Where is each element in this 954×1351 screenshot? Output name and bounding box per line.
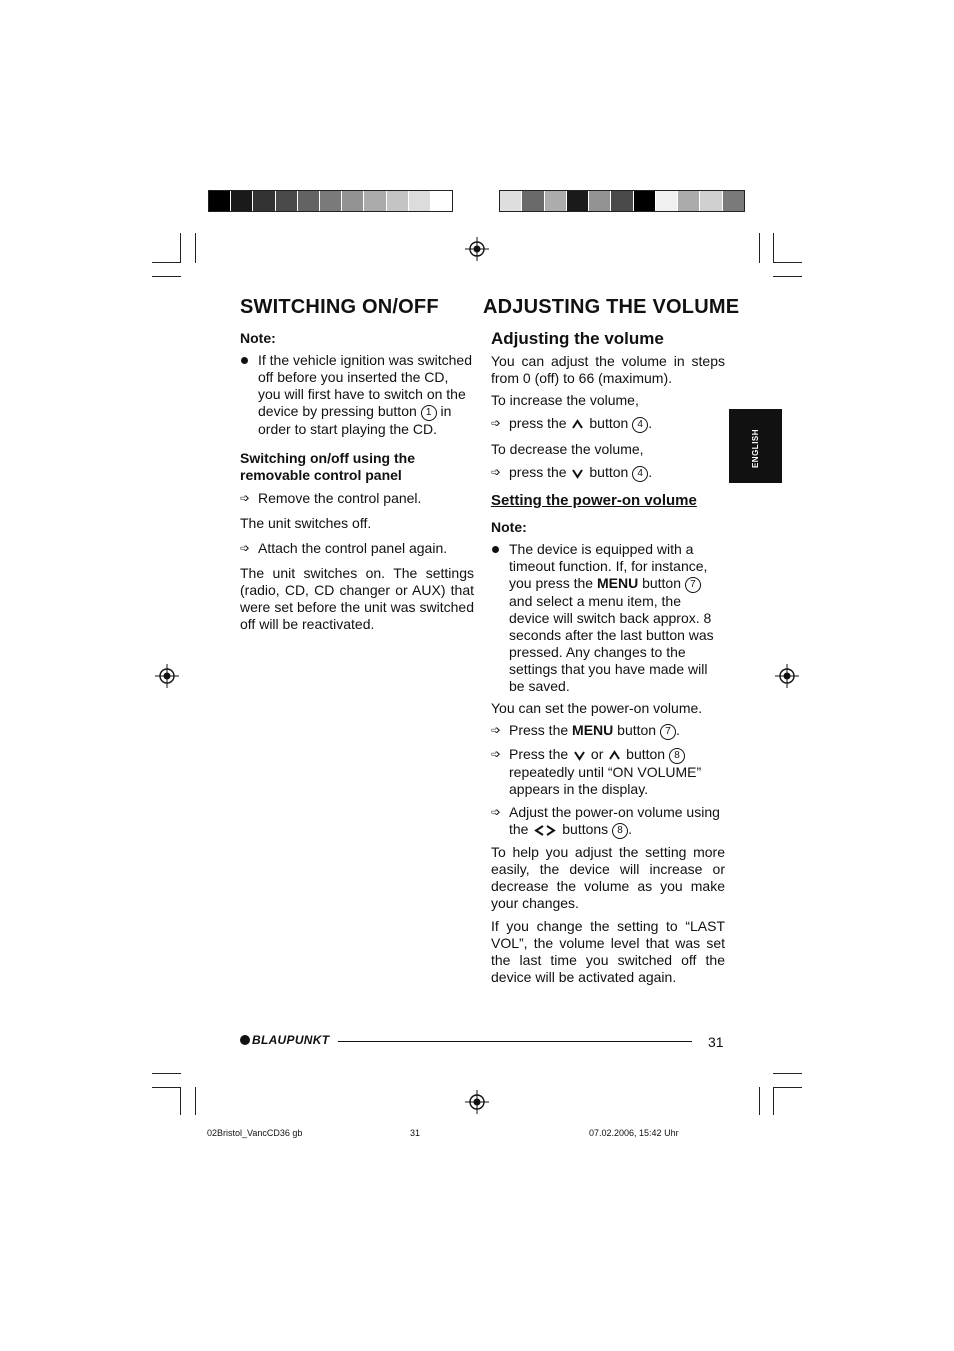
note-label: Note:: [491, 519, 527, 535]
paragraph: To help you adjust the setting more easily, the device will increase or decrease the volume as you make your changes.: [491, 844, 725, 911]
result-text: The unit switches on. The settings (radio, CD, CD changer or AUX) that were set before the unit was switched off will be reactivated.: [240, 565, 474, 632]
brand-name: BLAUPUNKT: [252, 1033, 330, 1047]
decrease-label: To decrease the volume,: [491, 441, 644, 457]
button-number-badge: 7: [660, 724, 676, 740]
crop-mark: [195, 233, 196, 263]
print-timestamp: 07.02.2006, 15:42 Uhr: [589, 1128, 679, 1138]
button-number-badge: 1: [421, 405, 437, 421]
chevron-down-icon: [574, 750, 585, 761]
step-text: Adjust the power-on volume using the: [509, 804, 720, 837]
crop-mark: [152, 276, 181, 277]
color-swatch: [298, 191, 320, 211]
step-text: Press the: [509, 722, 569, 738]
arrow-step-icon: ➩: [491, 416, 502, 430]
note-text: If the vehicle ignition was switched off before you inserted the CD, you will first have to switch on the device by pressing button: [258, 352, 472, 419]
color-swatch: [231, 191, 253, 211]
color-swatch: [589, 191, 611, 211]
list-item: ➩ Adjust the power-on volume using the buttons 8 .: [491, 804, 720, 837]
print-file-name: 02Bristol_VancCD36 gb: [207, 1128, 303, 1138]
list-item: ➩ press the button 4 .: [491, 415, 653, 431]
color-swatch: [431, 191, 452, 211]
menu-label: MENU: [596, 575, 639, 591]
arrow-step-icon: ➩: [491, 747, 502, 761]
chevron-left-right-icon: [534, 825, 556, 836]
color-swatch: [387, 191, 409, 211]
button-number-badge: 4: [632, 466, 648, 482]
language-tab-label: ENGLISH: [751, 428, 760, 469]
color-swatch: [253, 191, 275, 211]
logo-dot-icon: [240, 1035, 250, 1045]
chevron-up-icon: [609, 750, 620, 761]
color-swatch: [522, 191, 544, 211]
crop-mark: [773, 262, 802, 263]
color-swatch: [342, 191, 364, 211]
brand-logo: [240, 1033, 329, 1047]
sub-heading: Switching on/off using the removable control panel: [240, 450, 415, 483]
step-text: Remove the control panel.: [258, 490, 422, 506]
step-text: button: [589, 415, 629, 431]
color-swatch: [656, 191, 678, 211]
footer-rule: [338, 1041, 692, 1042]
arrow-step-icon: ➩: [240, 541, 251, 555]
list-item: [491, 746, 725, 798]
step-text: button: [617, 722, 657, 738]
button-number-badge: 7: [685, 577, 701, 593]
chevron-up-icon: [572, 419, 583, 430]
chevron-down-icon: [572, 468, 583, 479]
list-item: ➩ press the button 4 .: [491, 464, 653, 480]
color-swatch: [500, 191, 522, 211]
color-swatch: [545, 191, 567, 211]
crop-mark: [773, 276, 802, 277]
crop-mark: [152, 1073, 181, 1074]
print-sheet-number: 31: [410, 1128, 421, 1138]
section-title: Adjusting the volume: [491, 329, 664, 348]
crop-mark: [773, 1073, 802, 1074]
arrow-step-icon: ➩: [491, 723, 502, 737]
crop-mark: [759, 1087, 760, 1115]
page-heading-right: ADJUSTING THE VOLUME: [483, 296, 740, 318]
note-text: The device is equipped with a timeout function. If, for instance, you press the: [509, 541, 708, 591]
color-swatch: [700, 191, 722, 211]
intro-text: You can adjust the volume in steps from 0 (off) to 66 (maximum).: [491, 353, 725, 386]
result-text: The unit switches off.: [240, 515, 372, 531]
color-swatch: [209, 191, 231, 211]
registration-mark-icon: [465, 1090, 489, 1114]
step-text: button: [589, 464, 629, 480]
color-swatch: [567, 191, 589, 211]
step-text: repeatedly until “ON VOLUME” appears in the display.: [509, 764, 702, 797]
page-number: 31: [708, 1034, 724, 1050]
note-label: Note:: [240, 330, 276, 346]
crop-mark: [773, 1087, 802, 1088]
color-swatch: [611, 191, 633, 211]
step-text: press the: [509, 415, 567, 431]
section-title: Setting the power-on volume: [491, 492, 697, 509]
right-column: [491, 330, 725, 991]
set-intro: You can set the power-on volume.: [491, 700, 703, 716]
arrow-step-icon: ➩: [491, 465, 502, 479]
color-swatch: [634, 191, 656, 211]
color-bar-right: [499, 190, 745, 212]
crop-mark: [180, 233, 181, 263]
menu-label: MENU: [572, 722, 614, 738]
step-text: press the: [509, 464, 567, 480]
note-text: button: [642, 575, 682, 591]
list-item: ➩ Press the MENU button 7 .: [491, 722, 680, 738]
registration-mark-icon: [155, 664, 179, 688]
list-item: [491, 541, 725, 695]
button-number-badge: 8: [612, 823, 628, 839]
note-text: and select a menu item, the device will switch back approx. 8 seconds after the last button was pressed. Any changes to the settings that you have made will be saved.: [509, 593, 714, 694]
step-text: button: [626, 746, 666, 762]
step-text: buttons: [562, 821, 609, 837]
crop-mark: [152, 262, 181, 263]
list-item: [240, 352, 474, 438]
list-item: [240, 540, 474, 557]
arrow-step-icon: ➩: [240, 491, 251, 505]
crop-mark: [773, 1087, 774, 1115]
button-number-badge: 4: [632, 417, 648, 433]
registration-mark-icon: [465, 237, 489, 261]
color-swatch: [723, 191, 744, 211]
note-text-2: in order to start playing the CD.: [258, 403, 452, 437]
crop-mark: [759, 233, 760, 263]
button-number-badge: 8: [669, 748, 685, 764]
list-item: [240, 490, 474, 507]
registration-mark-icon: [775, 664, 799, 688]
crop-mark: [195, 1087, 196, 1115]
left-column: [240, 330, 474, 638]
color-swatch: [276, 191, 298, 211]
step-text: Press the: [509, 746, 569, 762]
page-heading-left: SWITCHING ON/OFF: [240, 296, 439, 318]
step-text: or: [590, 746, 604, 762]
crop-mark: [773, 233, 774, 263]
step-text: Attach the control panel again.: [258, 540, 448, 556]
crop-mark: [180, 1087, 181, 1115]
color-swatch: [409, 191, 431, 211]
paragraph: If you change the setting to “LAST VOL”, the volume level that was set the last time you switched off the device will be activated again.: [491, 918, 725, 985]
crop-mark: [152, 1087, 181, 1088]
language-tab: [729, 409, 782, 483]
color-swatch: [320, 191, 342, 211]
arrow-step-icon: ➩: [491, 805, 502, 819]
bullet-icon: [492, 546, 499, 553]
color-swatch: [678, 191, 700, 211]
bullet-icon: [241, 357, 248, 364]
increase-label: To increase the volume,: [491, 392, 639, 408]
color-swatch: [364, 191, 386, 211]
color-bar-left: [208, 190, 453, 212]
